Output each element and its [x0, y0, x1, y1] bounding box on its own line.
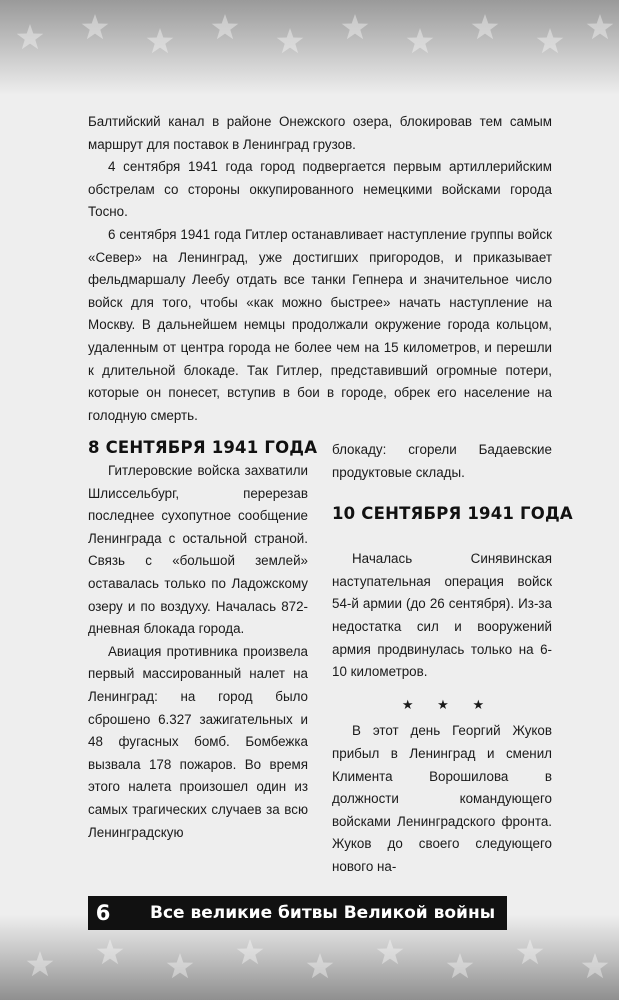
paragraph-badaev-warehouses: блокаду: сгорели Бадаевские продуктовые склады. [332, 442, 552, 480]
page-number: 6 [95, 901, 111, 925]
star-pattern-bottom-icon [0, 933, 619, 993]
book-title: Все великие битвы Великой войны [150, 903, 496, 923]
paragraph-baltic-canal: Балтийский канал в районе Онежского озера, блокировав тем самым маршрут для поставок в Ленинград грузов. [88, 114, 552, 152]
paragraph-sept-4: 4 сентября 1941 года город подвергается первым артиллерийским обстрелам со стороны оккупированного немецкими войсками города Тосно. [88, 159, 552, 220]
footer-bar [88, 896, 507, 930]
paragraph-sinyavino-operation: Началась Синявинская наступательная операция войск 54-й армии (до 26 сентября). Из-за недостатка сил и вооружений армия продвинулась только на 6-10 километров. [332, 551, 552, 680]
star-pattern-top-icon [0, 10, 619, 70]
paragraph-sept-6: 6 сентября 1941 года Гитлер останавливает наступление группы войск «Север» на Ленинград, уже достигших пригородов, и приказывает фельдмаршалу Леебу отдать все танки Гепнера и значительное число войск для того, чтобы «как можно быстрее» начать наступление на Москву. В дальнейшем немцы продолжали окружение города кольцом, удаленным от центра города не более чем на 15 километров, и перешли к длительной блокаде. Так Гитлер, представивший огромные потери, которые он понесет, вступив в бои в городе, обрек его население на голодную смерть. [88, 226, 552, 423]
paragraph-zhukov: В этот день Георгий Жуков прибыл в Ленинград и сменил Климента Ворошилова в должности командующего войсками Ленинградского фронта. Жуков до своего следующего нового на- [332, 723, 552, 874]
heading-sept-8: 8 СЕНТЯБРЯ 1941 ГОДА [88, 438, 318, 457]
grunge-top-border [0, 0, 619, 95]
paragraph-shlisselburg: Гитлеровские войска захватили Шлиссельбург, перерезав последнее сухопутное сообщение Ленинграда с остальной страной. Связь с «большой землей» оставалась только по Ладожскому озеру и по воздуху. Началась 872-дневная блокада города. [88, 463, 308, 637]
star-separator-icon: ★ ★ ★ [401, 696, 495, 712]
heading-sept-10: 10 СЕНТЯБРЯ 1941 ГОДА [332, 504, 573, 523]
left-column [88, 460, 308, 844]
top-text-block [88, 111, 552, 427]
paragraph-air-raid: Авиация противника произвела первый массированный налет на Ленинград: на город было сброшено 6.327 зажигательных и 48 фугасных бомб. Бомбежка вызвала 178 пожаров. Во время этого налета произошел один из самых трагических случаев за всю Ленинградскую [88, 643, 308, 840]
